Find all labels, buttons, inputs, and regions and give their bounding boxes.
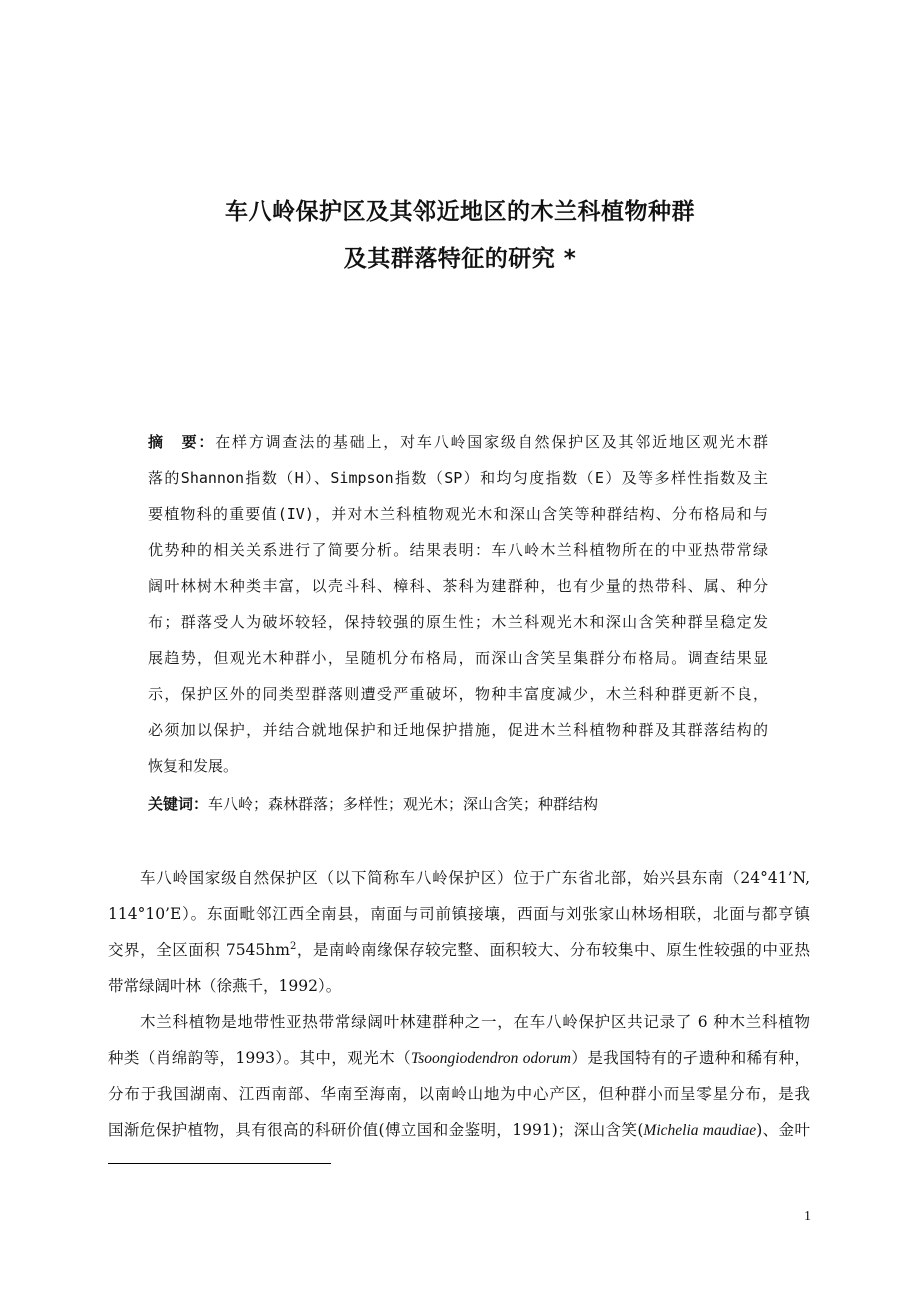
keywords xyxy=(148,793,598,814)
page-number: 1 xyxy=(804,1209,811,1224)
text-segment: 国渐危保护植物，具有很高的科研价值(傅立国和金鉴明，1991)；深山含笑( xyxy=(108,1121,644,1139)
abstract-line-text: 展趋势，但观光木种群小，呈随机分布格局，而深山含笑呈集群分布格局。调查结果显 xyxy=(148,649,768,667)
text-segment: 木兰科植物是地带性亚热带常绿阔叶林建群种之一，在车八岭保护区共记录了 6 种木兰科植物 xyxy=(140,1013,810,1031)
abstract-line-text: 优势种的相关关系进行了简要分析。结果表明：车八岭木兰科植物所在的中亚热带常绿 xyxy=(148,541,768,559)
latin-name: Michelia maudiae xyxy=(643,1122,757,1139)
abstract-line xyxy=(148,719,768,740)
abstract-line xyxy=(148,539,768,560)
paragraph-line xyxy=(108,1082,810,1104)
title-line-2: 及其群落特征的研究 * xyxy=(343,246,577,272)
abstract-line xyxy=(148,431,768,452)
abstract-line xyxy=(148,503,768,524)
abstract-line xyxy=(148,647,768,668)
text-segment: ）是我国特有的孑遗种和稀有种， xyxy=(570,1049,810,1067)
abstract-line xyxy=(148,683,768,704)
text-segment: 114°10’E）。东面毗邻江西全南县，南面与司前镇接壤，西面与刘张家山林场相联，北面与都亨镇 xyxy=(108,905,810,923)
abstract-line-text: 在样方调查法的基础上，对车八岭国家级自然保护区及其邻近地区观光木群 xyxy=(215,433,768,451)
keywords-label: 关键词： xyxy=(148,795,209,813)
abstract-line xyxy=(148,755,768,776)
paragraph-line xyxy=(108,902,810,924)
superscript: 2 xyxy=(289,940,297,952)
latin-name: Tsoongiodendron odorum xyxy=(411,1050,571,1067)
text-segment: 带常绿阔叶林（徐燕千，1992）。 xyxy=(108,977,342,995)
text-segment: 交界，全区面积 7545hm xyxy=(108,941,290,959)
paragraph-line xyxy=(140,1010,810,1032)
abstract-line-text: 落的Shannon指数（H）、Simpson指数（SP）和均匀度指数（E）及等多样性指数及主 xyxy=(148,469,768,487)
abstract-line xyxy=(148,611,768,632)
abstract-line xyxy=(148,467,768,488)
footnote-rule xyxy=(108,1163,331,1164)
paragraph-line xyxy=(108,938,810,960)
abstract-label: 摘 要： xyxy=(148,433,216,451)
text-segment: 车八岭国家级自然保护区（以下简称车八岭保护区）位于广东省北部，始兴县东南（24°41’N, xyxy=(140,869,810,887)
paragraph-line xyxy=(140,866,810,888)
text-segment: 分布于我国湖南、江西南部、华南至海南，以南岭山地为中心产区，但种群小而呈零星分布，是我 xyxy=(108,1085,810,1103)
text-segment: ，是南岭南缘保存较完整、面积较大、分布较集中、原生性较强的中亚热 xyxy=(296,941,810,959)
abstract-line-text: 必须加以保护，并结合就地保护和迁地保护措施，促进木兰科植物种群及其群落结构的 xyxy=(148,721,768,739)
text-segment: 种类（肖绵韵等，1993）。其中，观光木（ xyxy=(108,1049,412,1067)
abstract-line-text: 要植物科的重要值(IV)，并对木兰科植物观光木和深山含笑等种群结构、分布格局和与 xyxy=(148,505,768,523)
title-line-1: 车八岭保护区及其邻近地区的木兰科植物种群 xyxy=(225,199,695,225)
abstract-line-text: 恢复和发展。 xyxy=(148,757,239,775)
keywords-text: 车八岭；森林群落；多样性；观光木；深山含笑；种群结构 xyxy=(208,795,599,813)
abstract-line-text: 阔叶林树木种类丰富，以壳斗科、樟科、茶科为建群种，也有少量的热带科、属、种分 xyxy=(148,577,768,595)
paragraph-line xyxy=(108,1118,810,1140)
abstract-line xyxy=(148,575,768,596)
text-segment: )、金叶 xyxy=(756,1121,810,1139)
abstract-line-text: 布；群落受人为破坏较轻，保持较强的原生性；木兰科观光木和深山含笑种群呈稳定发 xyxy=(148,613,768,631)
abstract-line-text: 示，保护区外的同类型群落则遭受严重破坏，物种丰富度减少，木兰科种群更新不良， xyxy=(148,685,768,703)
paragraph-line xyxy=(108,1046,810,1068)
paragraph-line xyxy=(108,974,810,996)
